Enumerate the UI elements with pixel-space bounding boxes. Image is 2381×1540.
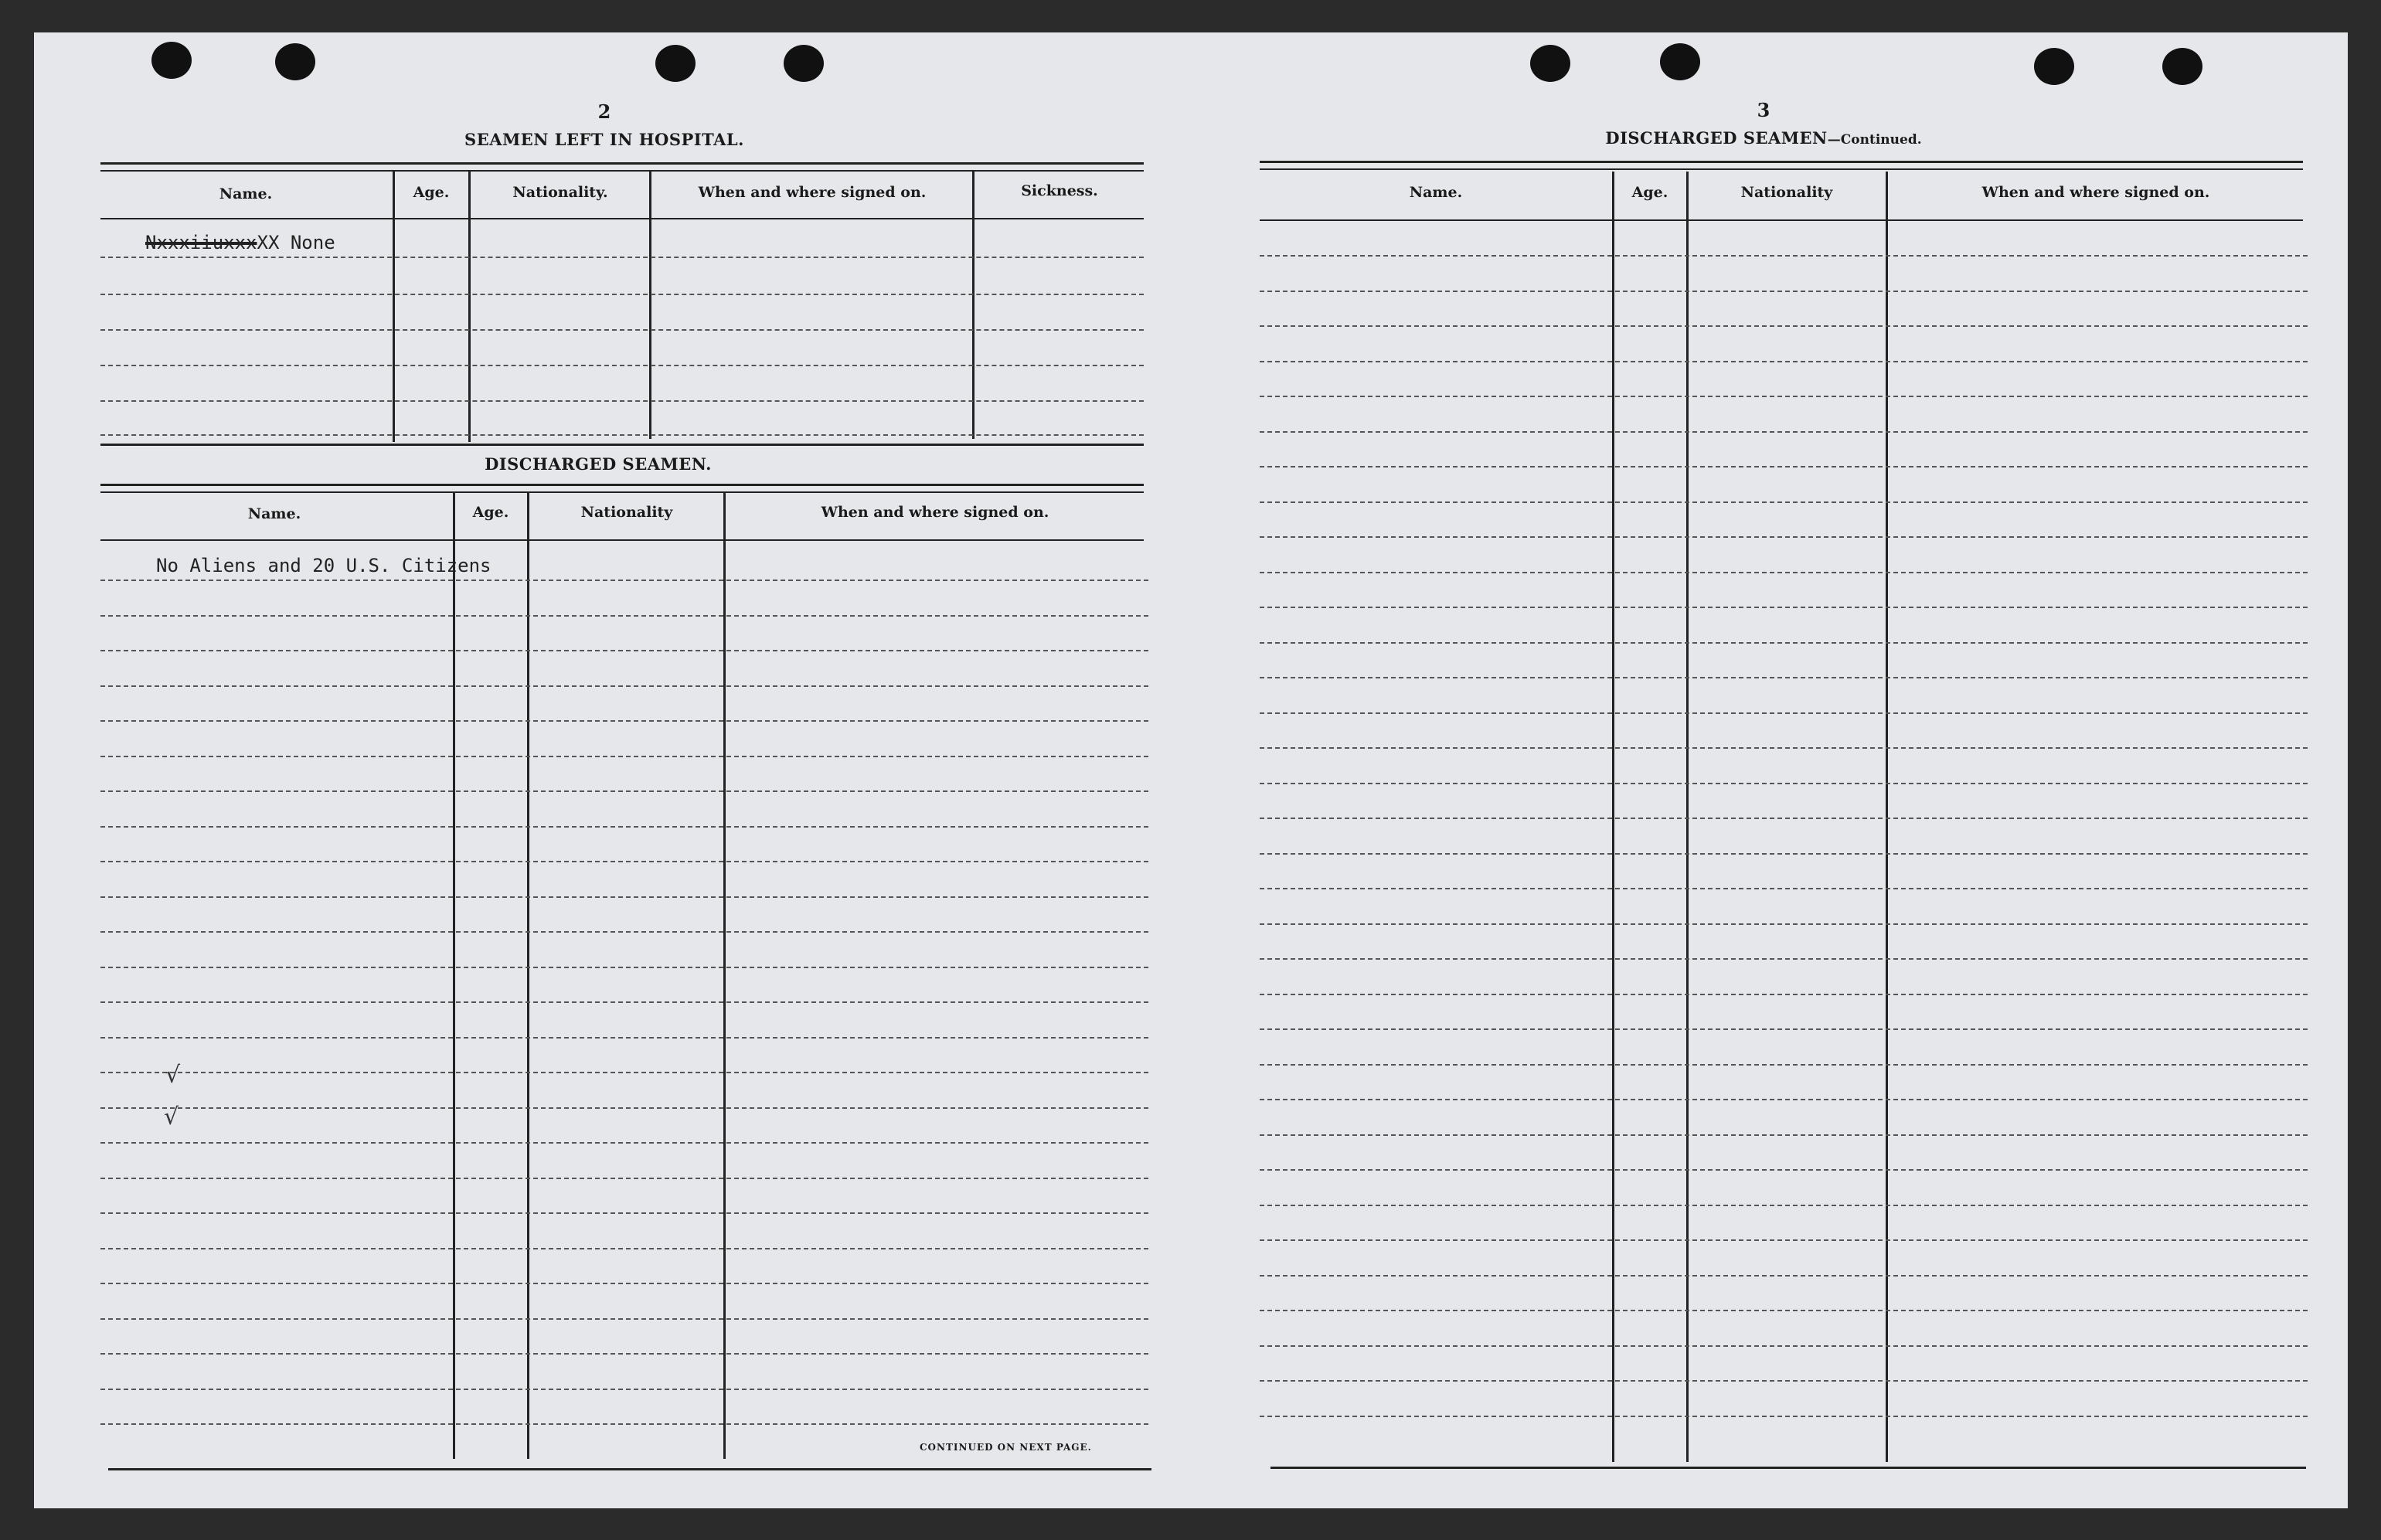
entry-line	[100, 1037, 1148, 1039]
entry-line	[1260, 1064, 2308, 1066]
entry-line	[1260, 747, 2308, 749]
column-divider	[972, 172, 975, 439]
entry-line	[100, 1389, 1148, 1390]
column-divider	[1886, 172, 1888, 1462]
column-header-signed-on: When and where signed on.	[698, 184, 927, 201]
entry-line	[100, 861, 1148, 862]
entry-line	[1260, 1099, 2308, 1100]
entry-line	[100, 650, 1148, 651]
column-divider	[527, 493, 529, 1459]
entry-line	[1260, 536, 2308, 538]
hospital-section-title: SEAMEN LEFT IN HOSPITAL.	[464, 130, 744, 149]
header-rule	[1260, 219, 2303, 221]
entry-line	[100, 1142, 1148, 1144]
entry-line	[1260, 853, 2308, 855]
entry-line	[100, 931, 1148, 933]
entry-line	[1260, 712, 2308, 714]
entry-line	[100, 294, 1144, 295]
check-mark: √	[164, 1103, 179, 1130]
section-rule	[100, 444, 1144, 446]
column-header-nationality: Nationality.	[512, 184, 608, 201]
entry-line	[1260, 501, 2308, 503]
title-text: DISCHARGED SEAMEN	[1605, 128, 1828, 148]
entry-line	[100, 1283, 1148, 1284]
table-rule	[100, 484, 1144, 486]
column-divider	[1612, 172, 1614, 1462]
column-divider	[1686, 172, 1689, 1462]
column-divider	[723, 493, 726, 1459]
entry-line	[100, 400, 1144, 402]
entry-line	[1260, 466, 2308, 467]
column-header-signed-on: When and where signed on.	[821, 504, 1049, 521]
punch-hole	[151, 42, 192, 79]
entry-line	[1260, 677, 2308, 678]
column-header-nationality: Nationality	[1740, 184, 1833, 201]
punch-hole	[2162, 48, 2202, 85]
table-rule	[1260, 161, 2303, 163]
entry-line	[1260, 994, 2308, 995]
entry-line	[1260, 1239, 2308, 1241]
entry-line	[100, 1423, 1148, 1425]
discharged-continued-title	[1570, 128, 1957, 148]
entry-line	[1260, 325, 2308, 327]
entry-line	[1260, 1380, 2308, 1382]
entry-line	[100, 1248, 1148, 1249]
entry-line	[100, 1178, 1148, 1179]
column-header-nationality: Nationality	[580, 504, 673, 521]
entry-line	[1260, 396, 2308, 397]
struck-text: Nxxxiiuxxx	[145, 232, 257, 253]
title-suffix: —Continued.	[1827, 132, 1922, 148]
entry-line	[1260, 1205, 2308, 1206]
entry-line	[1260, 1134, 2308, 1136]
entry-line	[1260, 1310, 2308, 1311]
punch-hole	[1660, 43, 1700, 80]
table-rule	[100, 170, 1144, 172]
entry-line	[100, 1212, 1148, 1214]
entry-line	[1260, 1275, 2308, 1277]
discharged-section-title: DISCHARGED SEAMEN.	[485, 454, 712, 474]
entry-line	[100, 615, 1148, 617]
entry-line	[1260, 291, 2308, 292]
entry-line	[100, 434, 1144, 436]
entry-line	[100, 720, 1148, 722]
entry-line	[1260, 642, 2308, 644]
entry-line	[1260, 958, 2308, 960]
punch-hole	[655, 45, 696, 82]
entry-line	[1260, 607, 2308, 608]
table-rule	[1260, 168, 2303, 170]
table-rule	[100, 491, 1144, 493]
entry-line	[1260, 1416, 2308, 1417]
entry-line	[100, 580, 1148, 581]
entry-line	[1260, 1169, 2308, 1171]
entry-line	[100, 1072, 1148, 1073]
entry-line	[1260, 783, 2308, 784]
bottom-rule	[1270, 1467, 2306, 1469]
discharged-entry: No Aliens and 20 U.S. Citizens	[156, 555, 492, 576]
header-rule	[100, 218, 1144, 219]
header-rule	[100, 539, 1144, 541]
entry-line	[100, 1001, 1148, 1003]
entry-line	[100, 756, 1148, 757]
column-divider	[649, 172, 651, 439]
punch-hole	[784, 45, 824, 82]
column-header-sickness: Sickness.	[1021, 182, 1098, 199]
entry-line	[100, 896, 1148, 898]
entry-line	[1260, 1028, 2308, 1030]
column-header-name: Name.	[1409, 184, 1463, 201]
entry-line	[1260, 572, 2308, 573]
entry-line	[100, 826, 1148, 828]
document-spread	[34, 32, 2348, 1508]
column-header-age: Age.	[472, 504, 509, 521]
entry-line	[1260, 888, 2308, 889]
punch-hole	[275, 43, 315, 80]
entry-line	[100, 790, 1148, 792]
page-number: 2	[597, 100, 611, 123]
entry-line	[1260, 361, 2308, 362]
entry-line	[100, 1107, 1148, 1109]
column-header-age: Age.	[413, 184, 450, 201]
entry-line	[1260, 255, 2308, 257]
entry-line	[100, 1353, 1148, 1355]
column-header-signed-on: When and where signed on.	[1981, 184, 2210, 201]
entry-line	[100, 257, 1144, 258]
entry-line	[1260, 923, 2308, 925]
entry-line	[1260, 1345, 2308, 1347]
column-divider	[453, 493, 455, 1459]
column-header-name: Name.	[247, 505, 301, 522]
entry-text: XX None	[257, 232, 335, 253]
entry-line	[100, 329, 1144, 331]
entry-line	[100, 365, 1144, 366]
table-rule	[100, 162, 1144, 165]
punch-hole	[2034, 48, 2074, 85]
continued-note: CONTINUED ON NEXT PAGE.	[920, 1442, 1092, 1453]
entry-line	[100, 967, 1148, 968]
page-number: 3	[1757, 99, 1770, 121]
column-header-name: Name.	[219, 185, 273, 202]
entry-line	[1260, 431, 2308, 433]
punch-hole	[1530, 45, 1570, 82]
bottom-rule	[108, 1468, 1151, 1470]
check-mark: √	[165, 1062, 181, 1089]
entry-line	[1260, 818, 2308, 819]
entry-line	[100, 1318, 1148, 1320]
entry-line	[100, 685, 1148, 687]
column-header-age: Age.	[1631, 184, 1668, 201]
hospital-entry	[145, 232, 335, 253]
